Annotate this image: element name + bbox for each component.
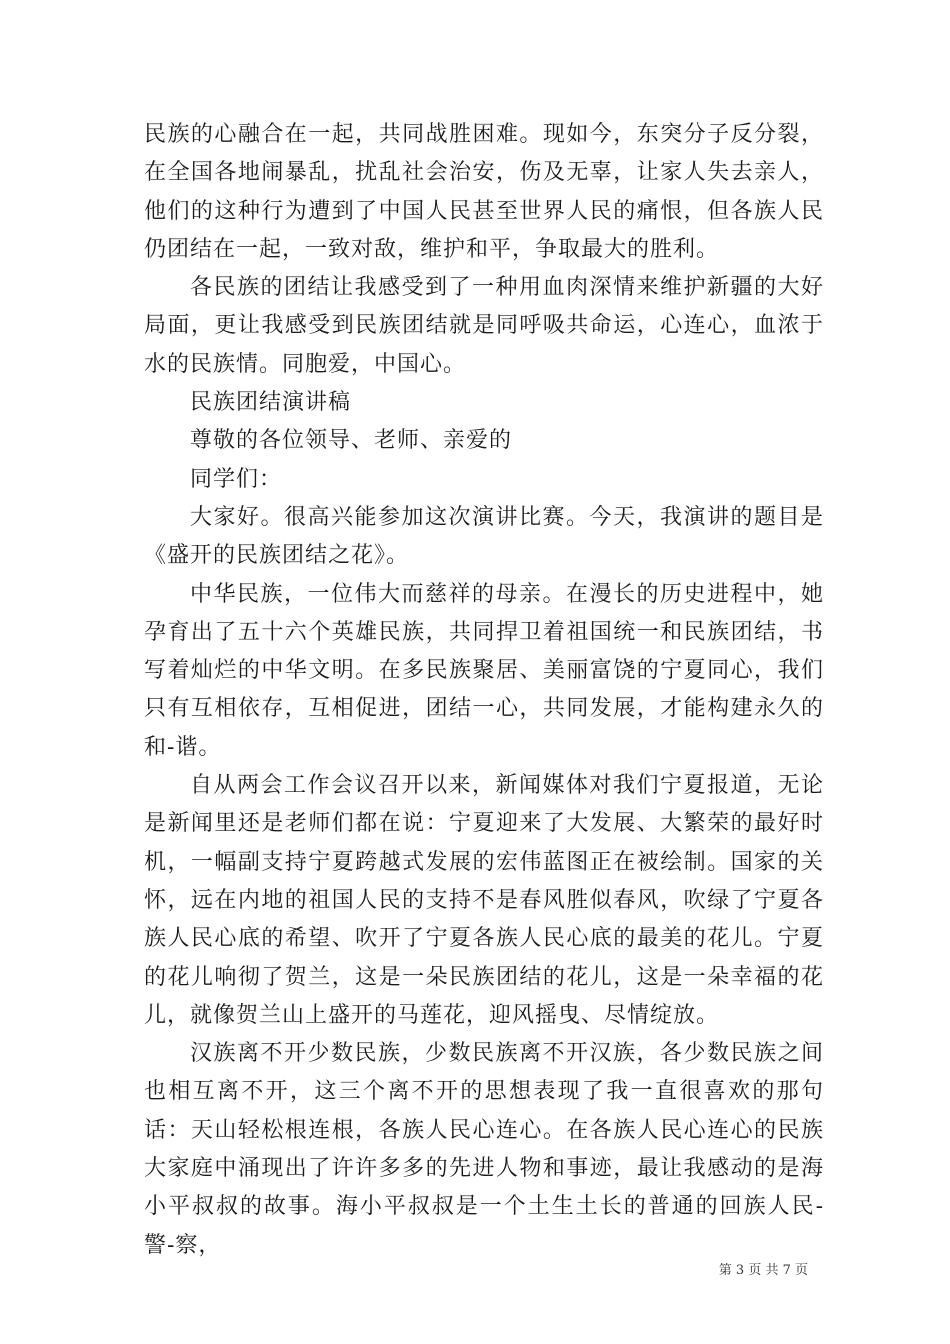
document-body	[144, 116, 824, 1265]
section-heading: 民族团结演讲稿	[190, 390, 352, 416]
paragraph: 中华民族，一位伟大而慈祥的母亲。在漫长的历史进程中，她孕育出了五十六个英雄民族，共同捍卫着祖国统一和民族团结，书写着灿烂的中华文明。在多民族聚居、美丽富饶的宁夏同心，我们只有互相依存，互相促进，团结一心，共同发展，才能构建永久的和-谐。	[144, 581, 824, 760]
page-number: 第 3 页 共 7 页	[718, 1263, 808, 1278]
salutation-continued: 同学们：	[190, 466, 283, 492]
paragraph: 各民族的团结让我感受到了一种用血肉深情来维护新疆的大好局面，更让我感受到民族团结就是同呼吸共命运，心连心，血浓于水的民族情。同胞爱，中国心。	[144, 275, 824, 377]
paragraph: 民族的心融合在一起，共同战胜困难。现如今，东突分子反分裂，在全国各地闹暴乱，扰乱社会治安，伤及无辜，让家人失去亲人，他们的这种行为遭到了中国人民甚至世界人民的痛恨，但各族人民仍团结在一起，一致对敌，维护和平，争取最大的胜利。	[144, 122, 824, 262]
paragraph: 大家好。很高兴能参加这次演讲比赛。今天，我演讲的题目是《盛开的民族团结之花》。	[144, 504, 824, 569]
salutation: 尊敬的各位领导、老师、亲爱的	[190, 428, 513, 454]
paragraph: 汉族离不开少数民族，少数民族离不开汉族，各少数民族之间也相互离不开，这三个离不开的思想表现了我一直很喜欢的那句话：天山轻松根连根，各族人民心连心。在各族人民心连心的民族大家庭中涌现出了许许多多的先进人物和事迹，最让我感动的是海小平叔叔的故事。海小平叔叔是一个土生土长的普通的回族人民-警-察，	[144, 1041, 824, 1258]
paragraph: 自从两会工作会议召开以来，新闻媒体对我们宁夏报道，无论是新闻里还是老师们都在说：宁夏迎来了大发展、大繁荣的最好时机，一幅副支持宁夏跨越式发展的宏伟蓝图正在被绘制。国家的关怀，远在内地的祖国人民的支持不是春风胜似春风，吹绿了宁夏各族人民心底的希望、吹开了宁夏各族人民心底的最美的花儿。宁夏的花儿响彻了贺兰，这是一朵民族团结的花儿，这是一朵幸福的花儿，就像贺兰山上盛开的马莲花，迎风摇曳、尽情绽放。	[144, 773, 824, 1028]
